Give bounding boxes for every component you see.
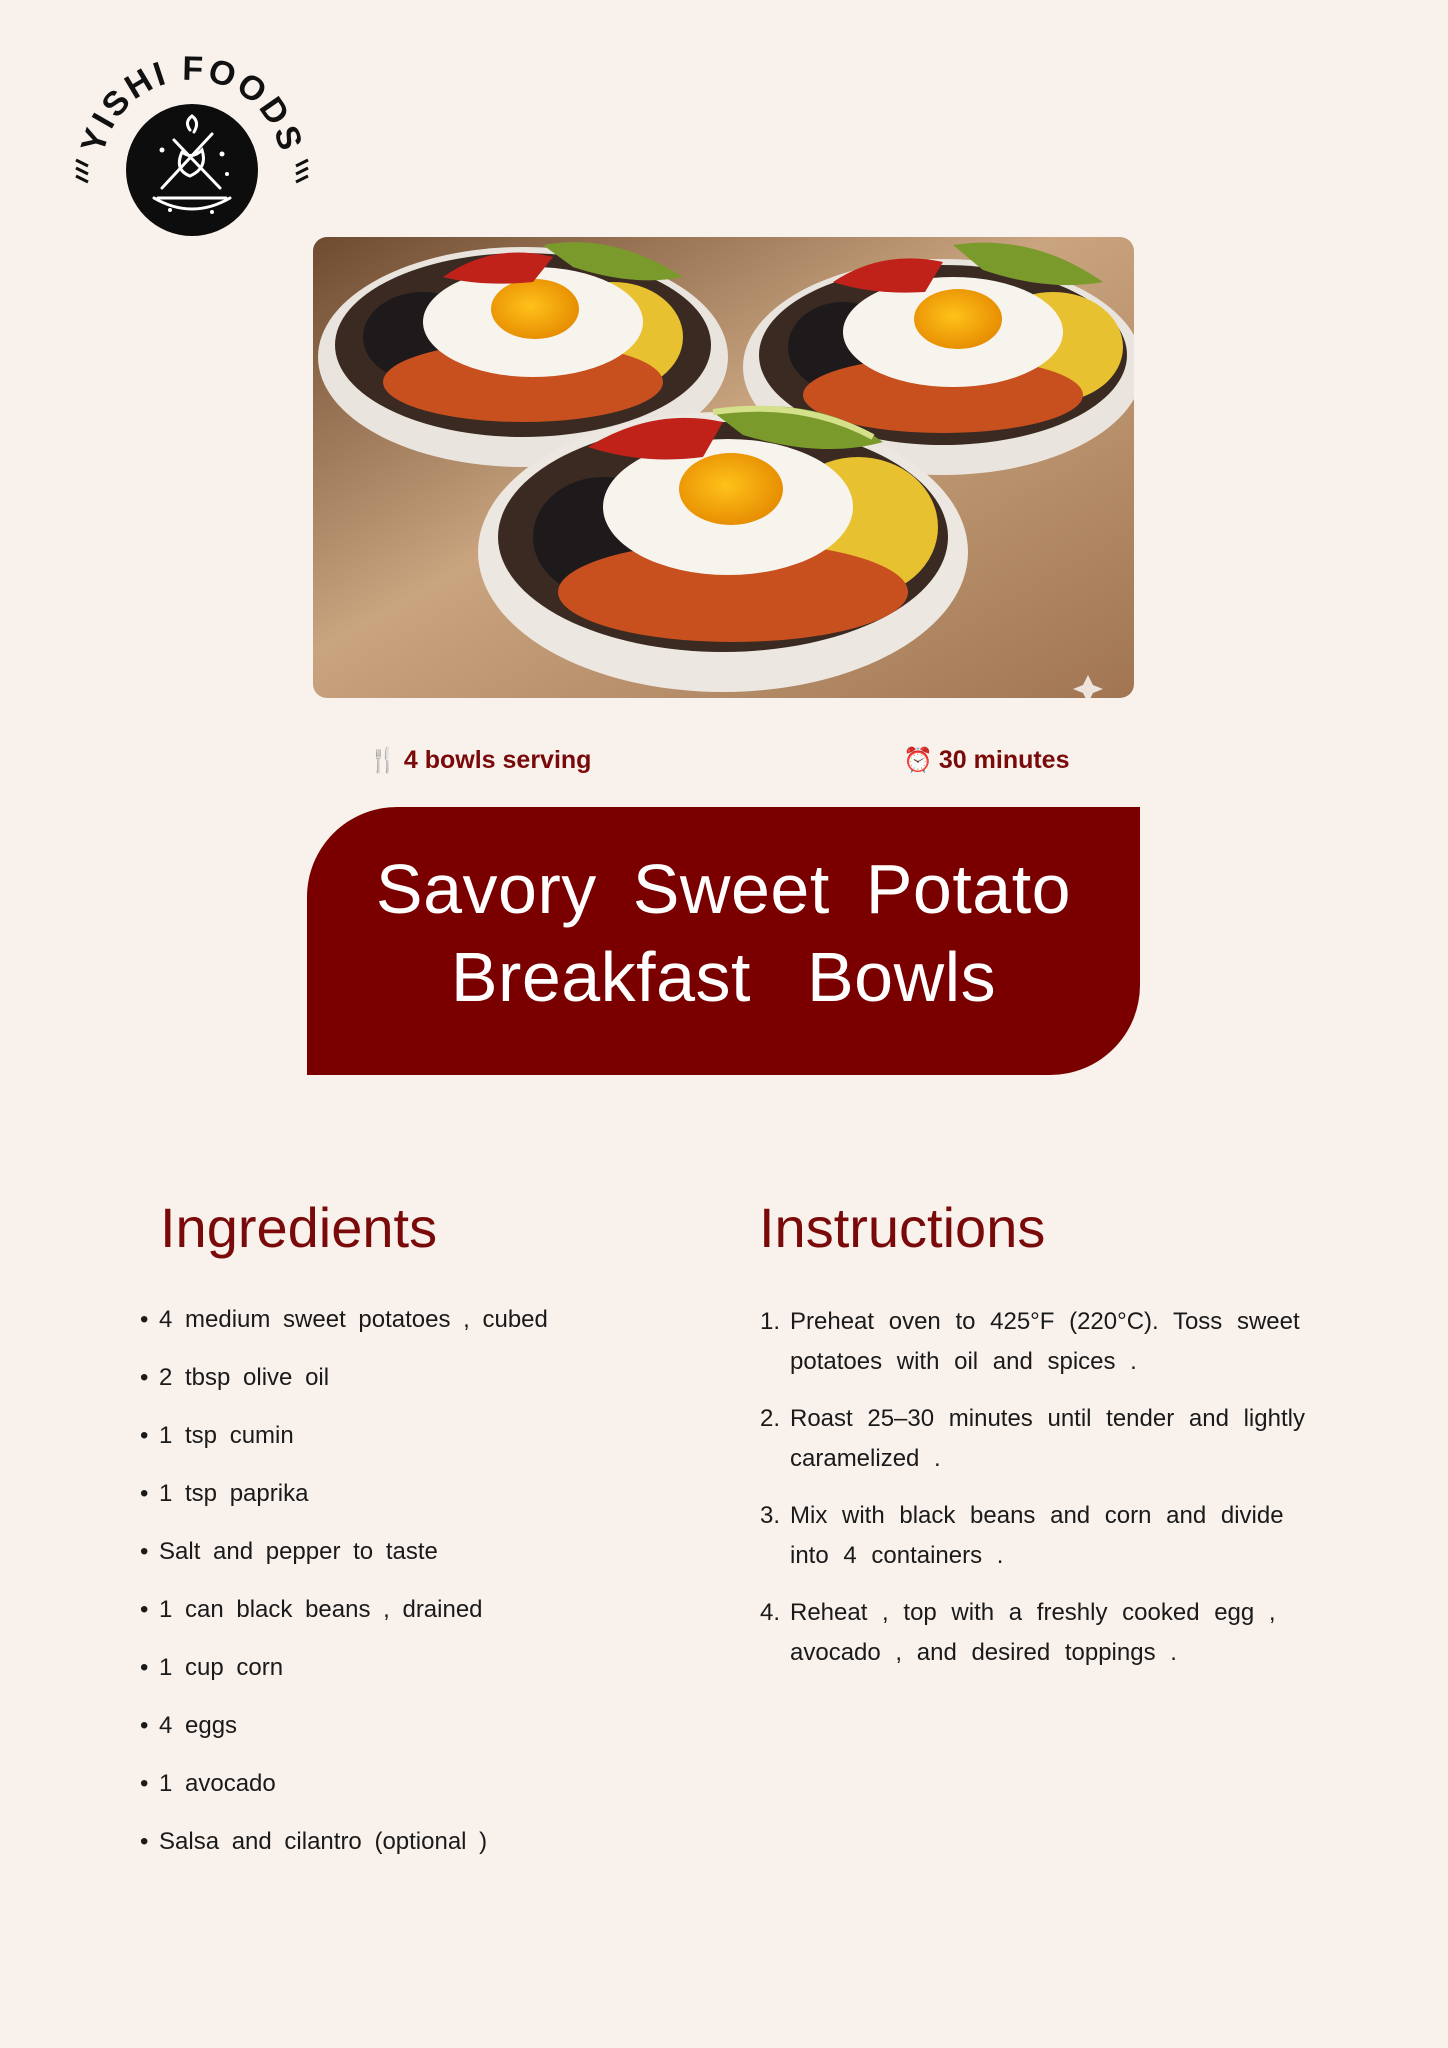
step-number: 3. — [760, 1502, 781, 1529]
instructions-heading: Instructions — [759, 1196, 1046, 1259]
list-item: • 2 tbsp olive oil — [140, 1364, 330, 1391]
recipe-photo — [313, 237, 1134, 698]
instruction-step — [760, 1302, 1320, 1382]
list-item: • 4 eggs — [140, 1712, 238, 1739]
step-text: Roast 25–30 minutes until tender and lightly caramelized . — [790, 1405, 1305, 1472]
recipe-title-banner — [307, 807, 1140, 1075]
step-number: 2. — [760, 1405, 781, 1432]
list-item: • Salt and pepper to taste — [140, 1538, 438, 1565]
step-text: Preheat oven to 425°F (220°C). Toss sweet potatoes with oil and spices . — [790, 1308, 1300, 1375]
cook-time-text: 30 minutes — [938, 746, 1070, 774]
cook-time — [903, 746, 1070, 775]
instruction-step — [760, 1496, 1320, 1576]
servings — [368, 746, 591, 775]
list-item: • Salsa and cilantro (optional ) — [140, 1828, 488, 1855]
list-item: • 1 cup corn — [140, 1654, 284, 1681]
alarm-clock-icon: ⏰ — [903, 747, 933, 774]
servings-text: 4 bowls serving — [403, 746, 592, 774]
list-item: • 4 medium sweet potatoes , cubed — [140, 1306, 548, 1333]
list-item: • 1 can black beans , drained — [140, 1596, 483, 1623]
recipe-title-line1: Savory Sweet Potato — [375, 850, 1072, 928]
list-item: • 1 tsp cumin — [140, 1422, 294, 1449]
step-text: Reheat , top with a freshly cooked egg , avocado , and desired toppings . — [790, 1599, 1276, 1666]
instructions-list — [760, 1302, 1320, 1690]
brand-logo — [62, 50, 322, 250]
step-number: 4. — [760, 1599, 781, 1626]
step-text: Mix with black beans and corn and divide into 4 containers . — [790, 1502, 1284, 1569]
instruction-step — [760, 1399, 1320, 1479]
list-item: • 1 tsp paprika — [140, 1480, 309, 1507]
recipe-title-line2: Breakfast Bowls — [450, 938, 997, 1016]
instruction-step — [760, 1593, 1320, 1673]
fork-knife-icon: 🍴 — [368, 747, 398, 774]
ingredients-list — [140, 1302, 700, 1882]
brand-name: YISHI FOODS — [73, 50, 311, 158]
step-number: 1. — [760, 1308, 781, 1335]
ingredients-heading: Ingredients — [160, 1196, 438, 1259]
list-item: • 1 avocado — [140, 1770, 276, 1797]
